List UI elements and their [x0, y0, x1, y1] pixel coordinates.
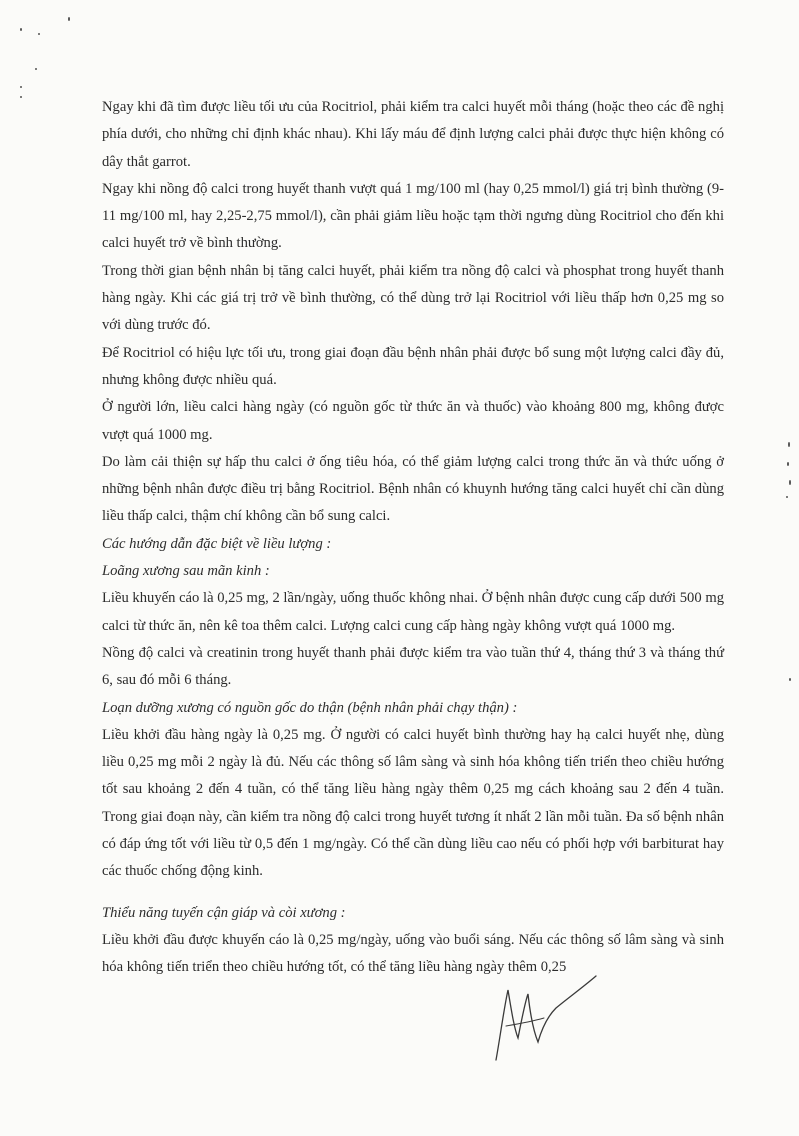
paragraph-hypoparathyroidism-dose: Liều khởi đầu được khuyến cáo là 0,25 mg/ngày, uống vào buổi sáng. Nếu các thông số lâm sàng và sinh hóa không tiến triển theo chiều hướng tốt, có thể tăng liều hàng ngày thêm 0,25 [102, 931, 724, 976]
heading-osteoporosis: Loãng xương sau mãn kinh : [102, 563, 270, 580]
heading-renal-osteodystrophy: Loạn dưỡng xương có nguồn gốc do thận (bệnh nhân phải chạy thận) : [102, 699, 518, 716]
heading-special-dosage: Các hướng dẫn đặc biệt về liều lượng : [102, 535, 332, 552]
paragraph-calcium-supplement: Để Rocitriol có hiệu lực tối ưu, trong giai đoạn đầu bệnh nhân phải được bổ sung một lượng calci đầy đủ, nhưng không được nhiều quá. [102, 344, 724, 388]
document-body [102, 94, 724, 982]
paragraph-absorption: Do làm cải thiện sự hấp thu calci ở ống tiêu hóa, có thể giảm lượng calci trong thức ăn và thức uống ở những bệnh nhân được điều trị bằng Rocitriol. Bệnh nhân có khuynh hướng tăng calci huyết chỉ cần dùng liều thấp calci, thậm chí không cần bổ sung calci. [102, 453, 724, 525]
paragraph-osteoporosis-monitoring: Nồng độ calci và creatinin trong huyết thanh phải được kiểm tra vào tuần thứ 4, tháng thứ 3 và tháng thứ 6, sau đó mỗi 6 tháng. [102, 644, 724, 689]
paragraph-adult-calcium: Ở người lớn, liều calci hàng ngày (có nguồn gốc từ thức ăn và thuốc) vào khoảng 800 mg, không được vượt quá 1000 mg. [102, 399, 724, 443]
scan-speck [35, 68, 37, 70]
paragraph-dose-reduction: Ngay khi nồng độ calci trong huyết thanh vượt quá 1 mg/100 ml (hay 0,25 mmol/l) giá trị bình thường (9-11 mg/100 ml, hay 2,25-2,75 mmol/l), cần phải giảm liều hoặc tạm thời ngưng dùng Rocitriol cho đến khi calci huyết trở về bình thường. [102, 180, 724, 252]
scan-speck [20, 86, 22, 88]
paragraph-hypercalcemia: Trong thời gian bệnh nhân bị tăng calci huyết, phải kiểm tra nồng độ calci và phosphat trong huyết thanh hàng ngày. Khi các giá trị trở về bình thường, có thể dùng trở lại Rocitriol với liều thấp hơn 0,25 mg so với dùng trước đó. [102, 262, 724, 334]
scan-speck [789, 480, 791, 485]
scan-speck [38, 33, 40, 35]
paragraph-renal-dose: Liều khởi đầu hàng ngày là 0,25 mg. Ở người có calci huyết bình thường hay hạ calci huyết nhẹ, dùng liều 0,25 mg mỗi 2 ngày là đủ. Nếu các thông số lâm sàng và sinh hóa không tiến triển theo chiều hướng tốt sau khoảng 2 đến 4 tuần, có thể tăng liều hàng ngày thêm 0,25 mg cách khoảng sau 2 đến 4 tuần. Trong giai đoạn này, cần kiểm tra nồng độ calci trong huyết tương ít nhất 2 lần mỗi tuần. Đa số bệnh nhân có đáp ứng tốt với liều từ 0,5 đến 1 mg/ngày. Có thể cần dùng liều cao nếu có phối hợp với barbiturat hay các thuốc chống động kinh. [102, 726, 724, 880]
scan-speck [68, 17, 70, 21]
paragraph-osteoporosis-dose: Liều khuyến cáo là 0,25 mg, 2 lần/ngày, uống thuốc không nhai. Ở bệnh nhân được cung cấp dưới 500 mg calci từ thức ăn, nên kê toa thêm calci. Lượng calci cung cấp hàng ngày không vượt quá 1000 mg. [102, 590, 724, 634]
paragraph-monitoring: Ngay khi đã tìm được liều tối ưu của Rocitriol, phải kiểm tra calci huyết mỗi tháng (hoặc theo các đề nghị phía dưới, cho những chỉ định khác nhau). Khi lấy máu để định lượng calci phải được thực hiện không có dây thắt garrot. [102, 99, 724, 170]
scan-speck [20, 28, 22, 31]
scan-speck [786, 496, 788, 498]
heading-hypoparathyroidism: Thiểu năng tuyến cận giáp và còi xương : [102, 904, 346, 921]
handwritten-signature [478, 968, 608, 1068]
scan-speck [789, 678, 791, 681]
scan-speck [788, 442, 790, 447]
scan-speck [20, 96, 22, 98]
scan-speck [787, 462, 789, 466]
